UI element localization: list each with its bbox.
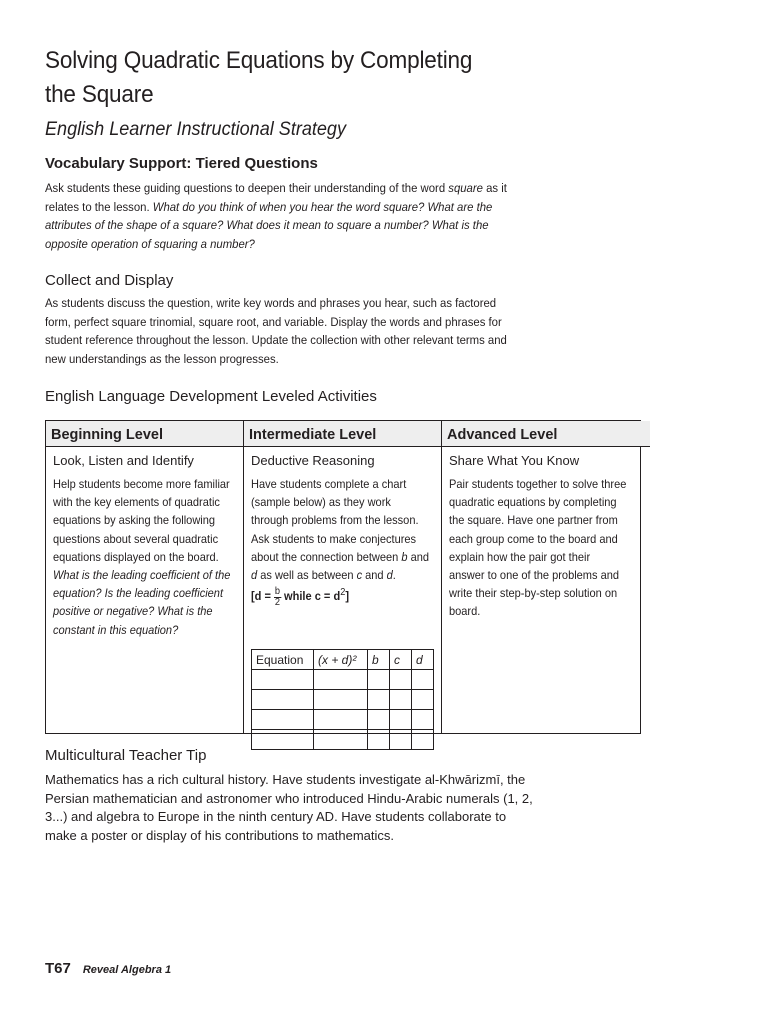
page-number: T67: [45, 960, 71, 977]
advanced-activity-text: Pair students together to solve three quadratic equations by completing the square. Have one partner from each group come to the board and explain how the pair got their answer to one of the problems and write their step-by-step solution on board.: [449, 477, 627, 619]
col-b: b: [368, 650, 390, 670]
intermediate-level-cell: [244, 447, 442, 733]
beginning-activity-text: Help students become more familiar with the key elements of quadratic equations by asking the following questions about several quadratic equations displayed on the board. What is the leading coefficient of the equation? Is the leading coefficient positive or negative? What is the constant in this equation?: [53, 477, 231, 637]
d-formula: [d = $\frac{b}{2}$ while $c = d^2$]: [251, 585, 349, 608]
intermediate-activity-text: Have students complete a chart (sample below) as they work through problems from the lesson. Ask students to make conjectures about the connection between b and d as well as between c and d. [d = $\frac{b}{2}$ while $c = d^2$]: [251, 477, 430, 608]
eld-activities-table: [45, 420, 641, 734]
sample-chart-header-row: [252, 650, 434, 670]
page-title: Solving Quadratic Equations by Completing the Square: [45, 47, 473, 108]
collect-text: As students discuss the question, write key words and phrases you hear, such as factored form, perfect square trinomial, square root, and variable. Display the words and phrases for student reference throughout the lesson. Update the collection with other relevant terms and new understandings as the lesson progresses.: [45, 296, 507, 366]
page-subtitle: English Learner Instructional Strategy: [45, 119, 347, 140]
vocab-text: Ask students these guiding questions to deepen their understanding of the word square as it relates to the lesson. What do you think of when you hear the word square? What are the attributes of the shape of a square? What does it mean to square a number? What is the opposite operation of squaring a number?: [45, 181, 507, 251]
col-x-plus-d-squared: (x + d)²: [314, 650, 368, 670]
sample-chart-table: [251, 649, 434, 750]
advanced-level-cell: [442, 447, 650, 733]
page-footer: [45, 960, 171, 977]
table-row: [252, 730, 434, 750]
col-equation: Equation: [252, 650, 314, 670]
collect-heading: Collect and Display: [45, 272, 174, 289]
tip-text: Mathematics has a rich cultural history. Have students investigate al-Khwārizmī, the Persian mathematician and astronomer who introduced Hindu-Arabic numerals (1, 2, 3...) and algebra to Europe in the ninth century AD. Have students collaborate to make a poster or display of his contributions to mathematics.: [45, 772, 533, 843]
vocab-heading: Vocabulary Support: Tiered Questions: [45, 155, 318, 172]
beginning-activity-title: Look, Listen and Identify: [53, 453, 194, 468]
intermediate-activity-title: Deductive Reasoning: [251, 453, 375, 468]
table-row: [252, 710, 434, 730]
advanced-level-header: Advanced Level: [442, 421, 650, 447]
b-over-2-fraction: $\frac{b}{2}$: [274, 585, 281, 608]
advanced-activity-title: Share What You Know: [449, 453, 580, 468]
eld-heading: English Language Development Leveled Activities: [45, 388, 377, 405]
col-d: d: [412, 650, 434, 670]
intermediate-level-header: Intermediate Level: [244, 421, 442, 447]
table-row: [252, 690, 434, 710]
col-c: c: [390, 650, 412, 670]
beginning-level-header: Beginning Level: [46, 421, 244, 447]
table-row: [252, 670, 434, 690]
tip-heading: Multicultural Teacher Tip: [45, 747, 207, 764]
beginning-level-cell: [46, 447, 244, 733]
book-title: Reveal Algebra 1: [82, 964, 172, 976]
